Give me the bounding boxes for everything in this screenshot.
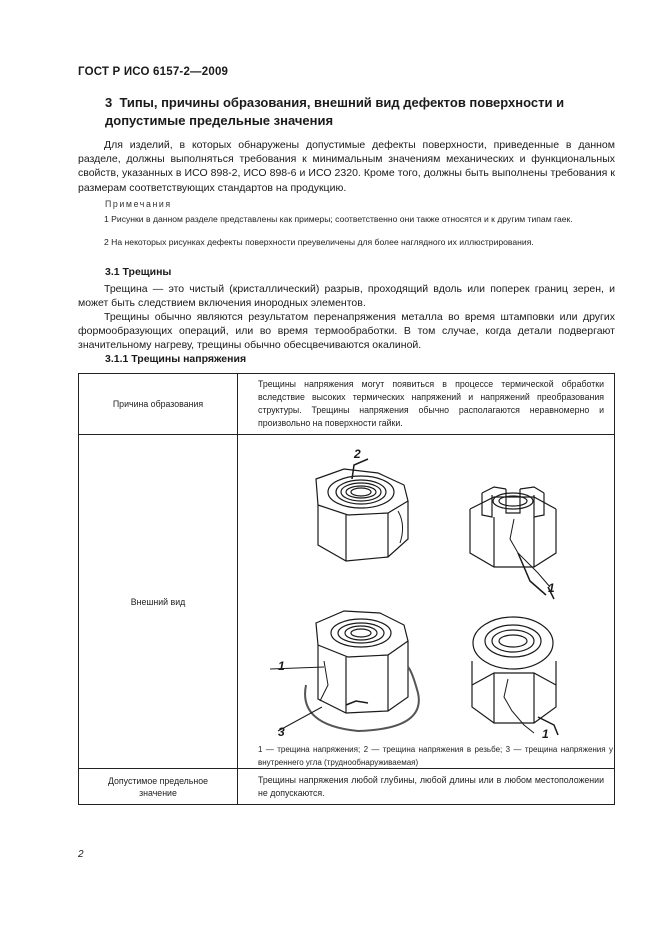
- limit-text: Трещины напряжения любой глубины, любой длины или в любом местоположении не допускаются.: [238, 769, 615, 805]
- section-title: [105, 94, 585, 130]
- castle-nut-top-right: [470, 487, 556, 599]
- flange-nut-bottom-left: [270, 611, 419, 731]
- defect-table: [78, 373, 615, 805]
- cracks-p1-text: Трещина — это чистый (кристаллический) разрыв, проходящий вдоль или поперек границ зерен, и может быть следствием включения инородных элементов.: [78, 283, 615, 310]
- cracks-p2-text: Трещины обычно являются результатом перенапряжения металла во время штамповки или других формообразующих операций, или во время термообработки. В том случае, когда детали подвергают значительному нагреву, трещины обычно обесцвечиваются окалиной.: [78, 311, 615, 352]
- figure-caption: 1 — трещина напряжения; 2 — трещина напряжения в резьбе; 3 — трещина напряжения у внутреннего угла (труднообнаруживаемая): [258, 745, 613, 767]
- hex-nut-bottom-right: [472, 617, 558, 735]
- table-row: [79, 374, 615, 435]
- cracks-heading: 3.1 Трещины: [105, 266, 172, 278]
- table-row: [79, 769, 615, 805]
- cause-text: Трещины напряжения могут появиться в процессе термической обработки вследствие высоких термических напряжений и напряжений преобразования структуры. Трещины напряжения обычно располагаются неравномерно и произвольно на поверхности гайки.: [238, 374, 615, 435]
- notes-title: Примечания: [105, 199, 172, 209]
- intro-paragraph: [78, 138, 615, 195]
- section-title-text: Типы, причины образования, внешний вид дефектов поверхности и допустимые предельные значения: [105, 95, 565, 128]
- note-2: [78, 235, 615, 249]
- nut-figure: [238, 435, 614, 768]
- note-1-text: 1 Рисунки в данном разделе представлены как примеры; соответственно они также относятся и к другим типам гаек.: [104, 214, 573, 224]
- figure-cell: [238, 435, 615, 769]
- callout-2: 2: [354, 447, 361, 461]
- section-number: 3: [105, 95, 113, 110]
- callout-1-castle: 1: [548, 581, 555, 595]
- hex-nut-top-left: [316, 459, 408, 561]
- callout-1-flange: 1: [278, 659, 285, 673]
- intro-text: Для изделий, в которых обнаружены допустимые дефекты поверхности, приведенные в данном разделе, должны выполняться требования к минимальным значениям механических и функциональных свойств, указанных в ИСО 898-2, ИСО 898-6 и ИСО 2320. Кроме того, должны быть выполнены требования к размерам соответствующих стандартов на продукцию.: [78, 139, 615, 194]
- callout-1-bottom-right: 1: [542, 727, 549, 741]
- subsection-heading: 3.1.1 Трещины напряжения: [105, 353, 247, 365]
- cracks-paragraph-1: [78, 282, 615, 310]
- note-1: [78, 212, 615, 226]
- cracks-paragraph-2: [78, 310, 615, 353]
- row-label-appearance: Внешний вид: [79, 435, 238, 769]
- table-row: [79, 435, 615, 769]
- callout-3: 3: [278, 725, 285, 739]
- note-2-text: 2 На некоторых рисунках дефекты поверхности преувеличены для более наглядного их иллюстрирования.: [104, 237, 534, 247]
- document-header: ГОСТ Р ИСО 6157-2—2009: [78, 66, 229, 78]
- row-label-cause: Причина образования: [79, 374, 238, 435]
- nut-illustrations: [238, 435, 616, 768]
- page-number: 2: [78, 849, 84, 860]
- row-label-limit: Допустимое предельное значение: [79, 769, 238, 805]
